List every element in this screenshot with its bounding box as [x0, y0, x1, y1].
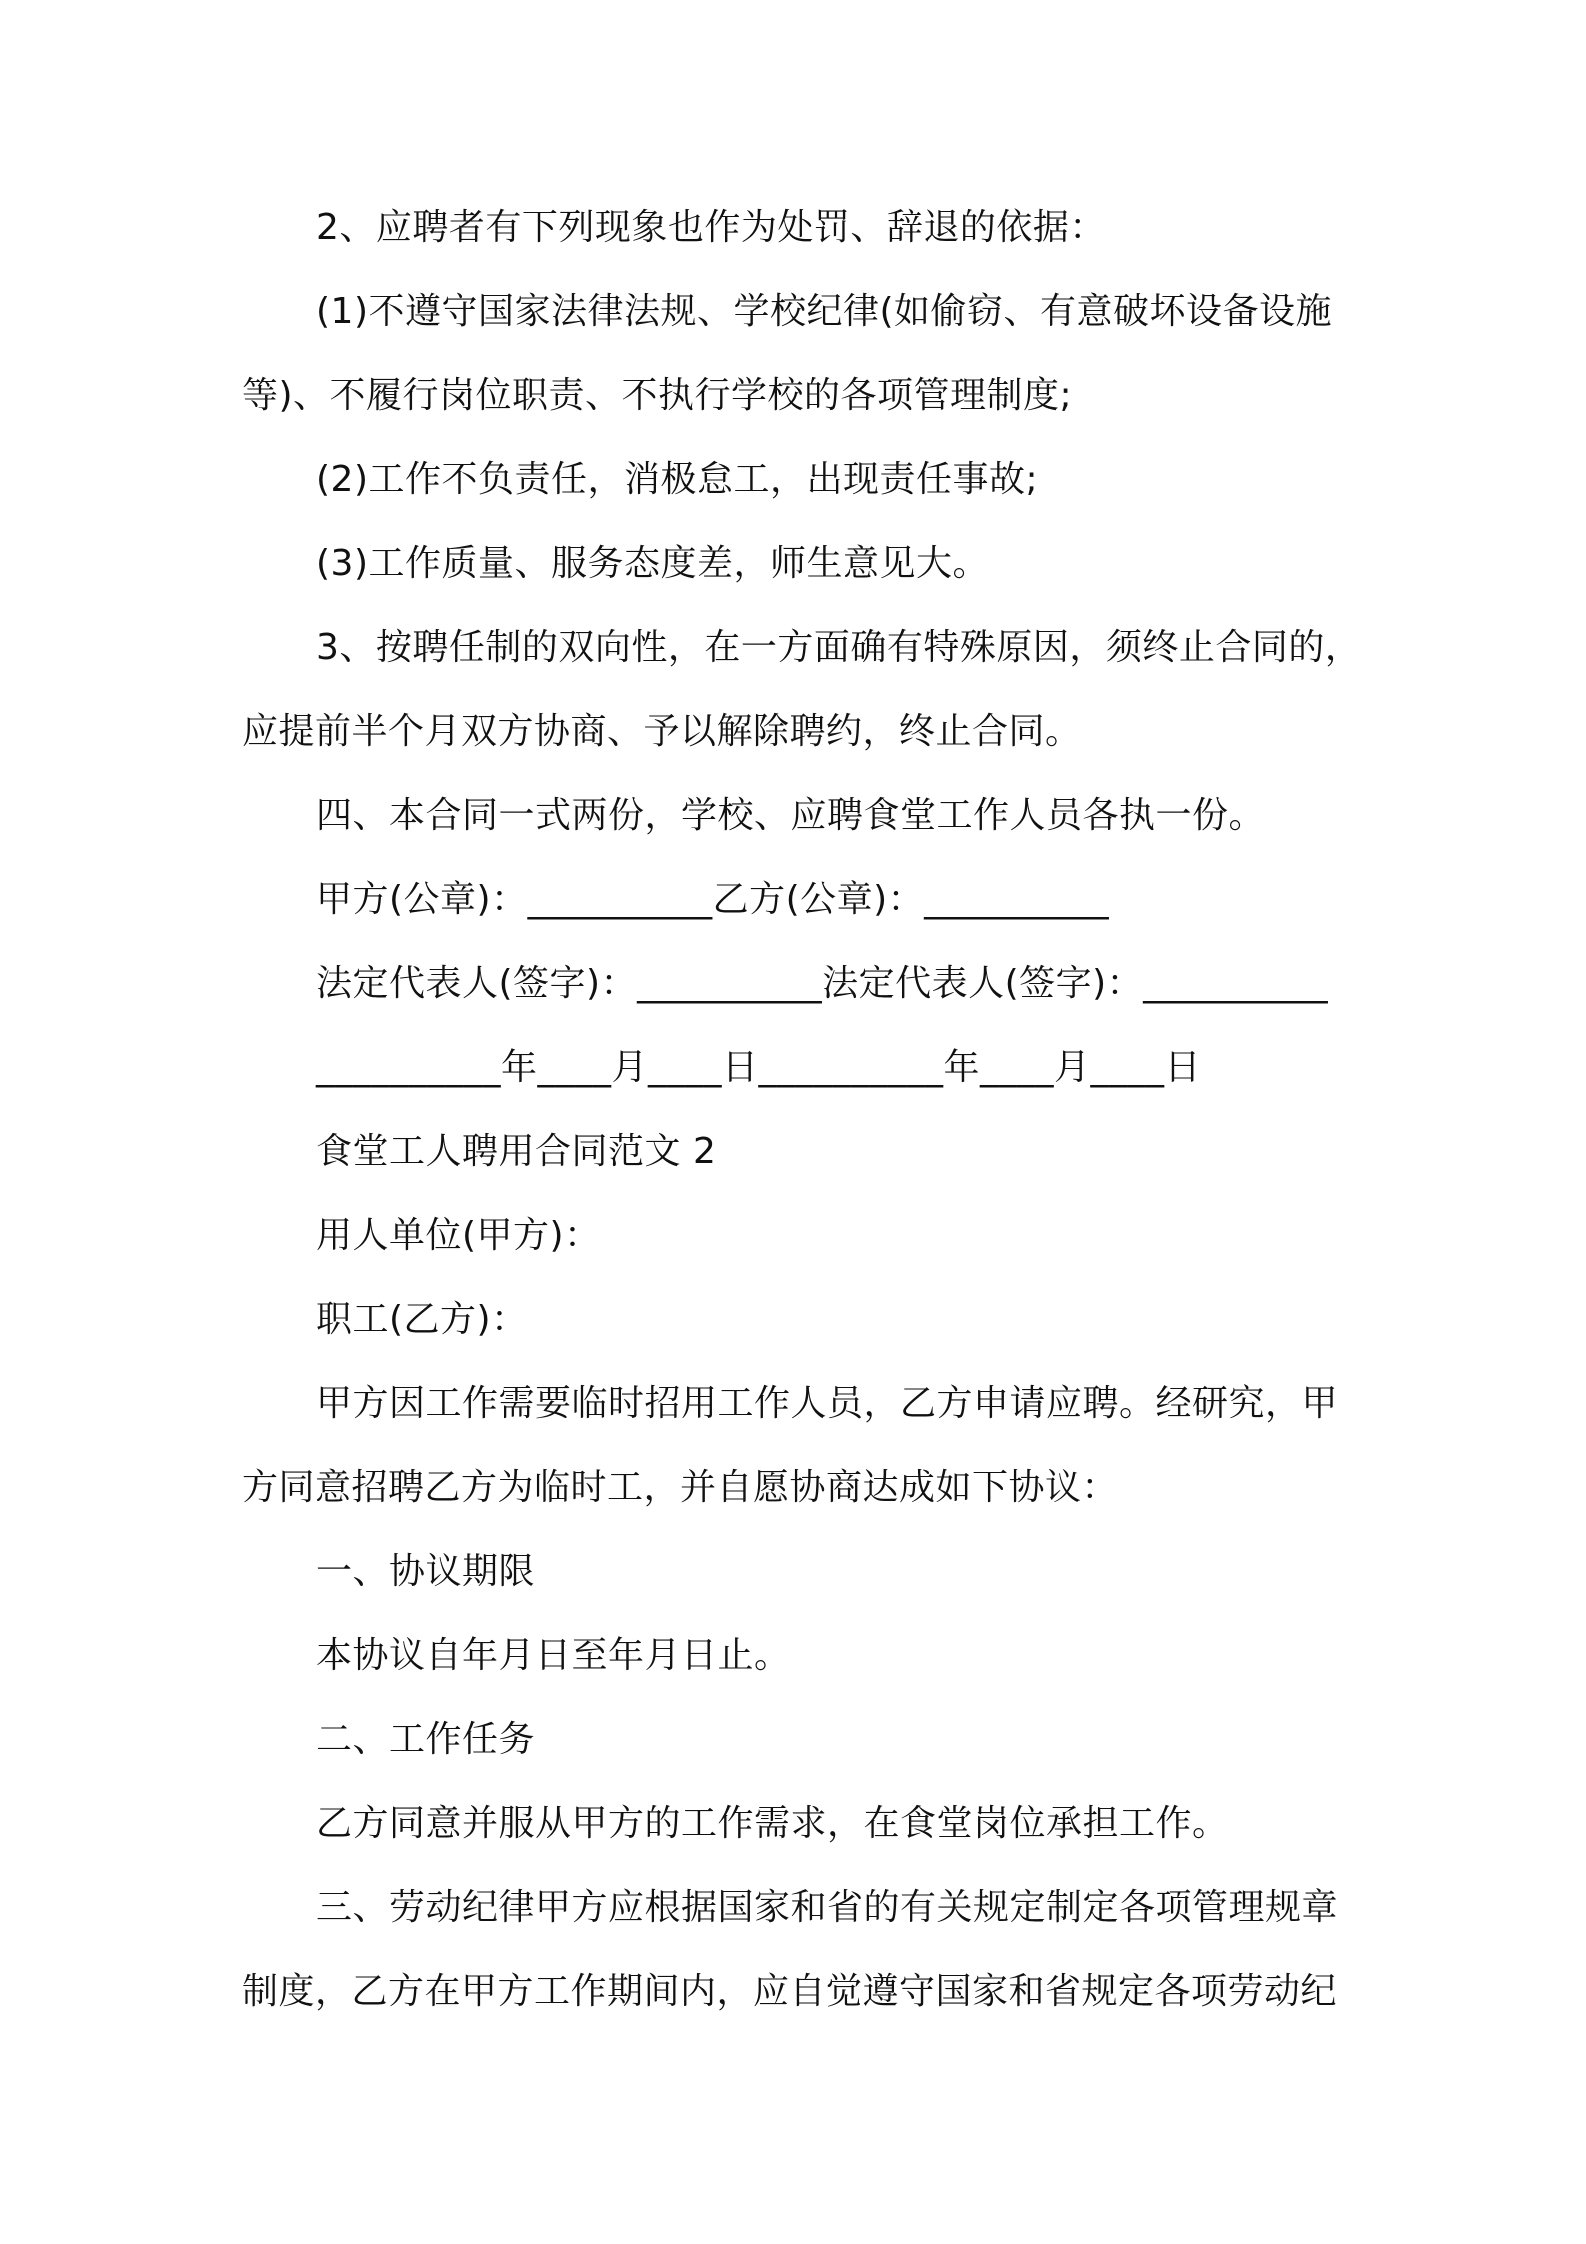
preamble-line-1: 甲方因工作需要临时招用工作人员，乙方申请应聘。经研究，甲: [316, 1383, 1339, 1424]
clause-2-item-1-line-1: (1)不遵守国家法律法规、学校纪律(如偷窃、有意破坏设备设施: [316, 291, 1333, 332]
section-1-heading: 一、协议期限: [316, 1551, 536, 1592]
employer-party-a: 用人单位(甲方)：: [316, 1215, 601, 1256]
contract-2-title: 食堂工人聘用合同范文 2: [316, 1131, 717, 1172]
clause-2-item-3: (3)工作质量、服务态度差，师生意见大。: [316, 543, 989, 584]
representative-signature-line: 法定代表人(签字)：__________法定代表人(签字)：__________: [316, 963, 1329, 1004]
clause-3-line-2: 应提前半个月双方协商、予以解除聘约，终止合同。: [242, 711, 1082, 752]
section-3-line-2: 制度，乙方在甲方工作期间内，应自觉遵守国家和省规定各项劳动纪: [242, 1971, 1338, 2012]
section-3-line-1: 三、劳动纪律甲方应根据国家和省的有关规定制定各项管理规章: [316, 1887, 1339, 1928]
date-line: __________年____月____日__________年____月____日: [316, 1047, 1201, 1088]
clause-3-line-1: 3、按聘任制的双向性，在一方面确有特殊原因，须终止合同的，: [316, 627, 1362, 668]
clause-2-item-1-line-2: 等)、不履行岗位职责、不执行学校的各项管理制度;: [242, 375, 1073, 416]
preamble-line-2: 方同意招聘乙方为临时工，并自愿协商达成如下协议：: [242, 1467, 1119, 1508]
clause-2-item-2: (2)工作不负责任，消极怠工，出现责任事故;: [316, 459, 1039, 500]
clause-2-heading: 2、应聘者有下列现象也作为处罚、辞退的依据：: [316, 207, 1106, 248]
section-2-heading: 二、工作任务: [316, 1719, 536, 1760]
section-2-task: 乙方同意并服从甲方的工作需求，在食堂岗位承担工作。: [316, 1803, 1229, 1844]
employee-party-b: 职工(乙方)：: [316, 1299, 528, 1340]
section-1-term: 本协议自年月日至年月日止。: [316, 1635, 791, 1676]
section-4-copies: 四、本合同一式两份，学校、应聘食堂工作人员各执一份。: [316, 795, 1266, 836]
seal-signature-line: 甲方(公章)：__________乙方(公章)：__________: [316, 879, 1110, 920]
